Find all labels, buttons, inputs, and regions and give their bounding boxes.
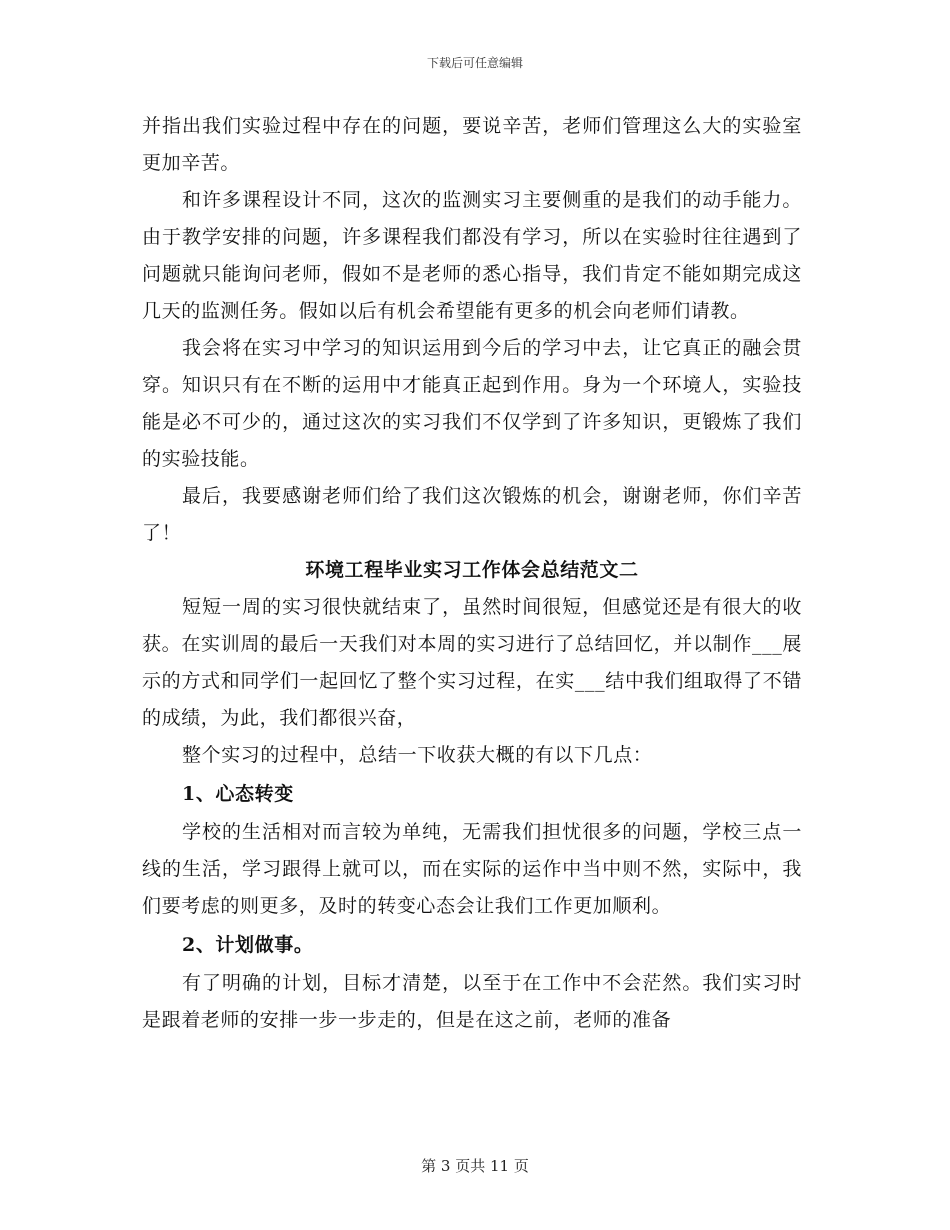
paragraph-harvest-intro: 整个实习的过程中，总结一下收获大概的有以下几点： xyxy=(182,744,653,766)
item2-heading: 2、计划做事。 xyxy=(182,934,314,956)
item2-text: 有了明确的计划，目标才清楚，以至于在工作中不会茫然。我们实习时是跟着老师的安排一步一步走的，但是在这之前，老师的准备 xyxy=(142,972,802,1031)
paragraph-continued: 并指出我们实验过程中存在的问题，要说辛苦，老师们管理这么大的实验室更加辛苦。 xyxy=(142,115,802,174)
document-body xyxy=(142,108,802,1039)
page-footer: 第 3 页共 11 页 xyxy=(421,1157,529,1175)
paragraph-internship-summary: 短短一周的实习很快就结束了，虽然时间很短，但感觉还是有很大的收获。在实训周的最后一天我们对本周的实习进行了总结回忆，并以制作___展示的方式和同学们一起回忆了整个实习过程，在实___结中我们组取得了不错的成绩，为此，我们都很兴奋， xyxy=(142,596,802,729)
item1-text: 学校的生活相对而言较为单纯，无需我们担忧很多的问题，学校三点一线的生活，学习跟得上就可以，而在实际的运作中当中则不然，实际中，我们要考虑的则更多，及时的转变心态会让我们工作更加顺利。 xyxy=(142,821,802,917)
page-header: 下载后可任意编辑 xyxy=(426,56,523,70)
section-title: 环境工程毕业实习工作体会总结范文二 xyxy=(305,559,639,581)
paragraph-thanks: 最后，我要感谢老师们给了我们这次锻炼的机会，谢谢老师，你们辛苦了！ xyxy=(142,485,802,544)
paragraph-monitoring-practice: 和许多课程设计不同，这次的监测实习主要侧重的是我们的动手能力。由于教学安排的问题，许多课程我们都没有学习，所以在实验时往往遇到了问题就只能询问老师，假如不是老师的悉心指导，我们肯定不能如期完成这几天的监测任务。假如以后有机会希望能有更多的机会向老师们请教。 xyxy=(142,189,802,322)
item1-heading: 1、心态转变 xyxy=(182,783,294,805)
paragraph-knowledge-application: 我会将在实习中学习的知识运用到今后的学习中去，让它真正的融会贯穿。知识只有在不断的运用中才能真正起到作用。身为一个环境人，实验技能是必不可少的，通过这次的实习我们不仅学到了许多知识，更锻炼了我们的实验技能。 xyxy=(142,337,802,470)
